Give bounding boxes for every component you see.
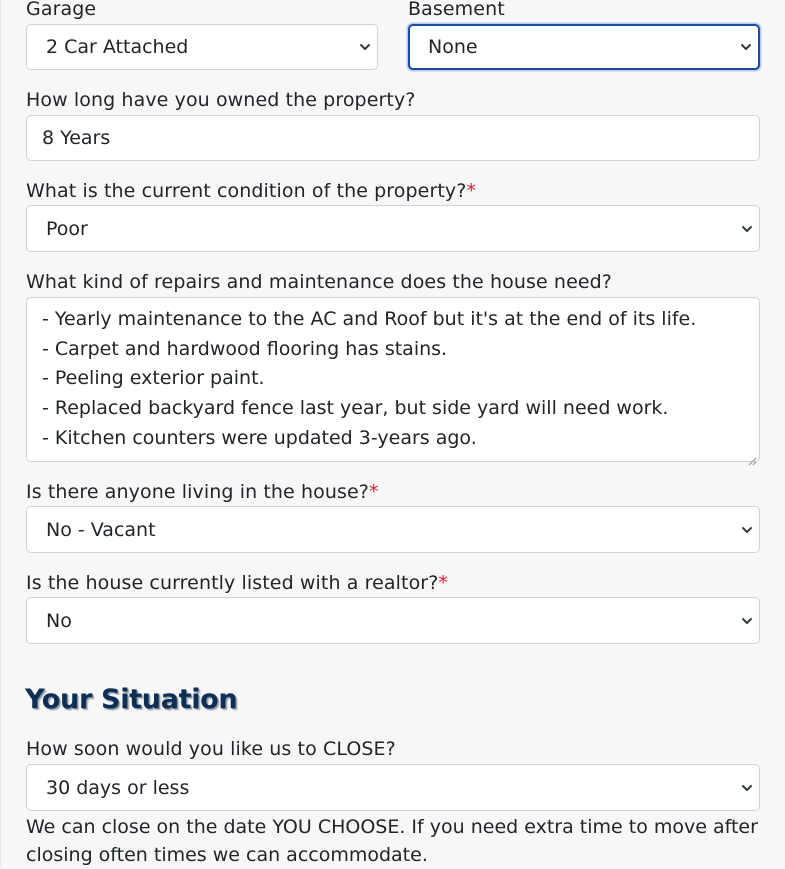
garage-select-value: 2 Car Attached bbox=[46, 36, 189, 58]
repairs-line: - Peeling exterior paint. bbox=[42, 367, 265, 389]
occupancy-select-value: No - Vacant bbox=[46, 518, 156, 541]
chevron-down-icon bbox=[741, 615, 753, 627]
basement-select-value: None bbox=[428, 36, 478, 58]
repairs-line: - Carpet and hardwood flooring has stains. bbox=[42, 338, 448, 360]
repairs-label: What kind of repairs and maintenance does the house need? bbox=[26, 271, 612, 293]
condition-select-value: Poor bbox=[46, 217, 88, 240]
condition-label bbox=[26, 179, 476, 203]
chevron-down-icon bbox=[741, 782, 753, 794]
chevron-down-icon bbox=[359, 41, 371, 53]
garage-select[interactable] bbox=[26, 24, 378, 70]
basement-label: Basement bbox=[408, 0, 505, 20]
garage-label: Garage bbox=[26, 0, 97, 20]
listed-label-text: Is the house currently listed with a realtor? bbox=[26, 572, 439, 594]
close-timing-select-value: 30 days or less bbox=[46, 776, 190, 799]
page-left-border bbox=[0, 0, 1, 866]
listed-select[interactable] bbox=[26, 597, 760, 644]
occupancy-label bbox=[26, 480, 379, 504]
repairs-line: - Yearly maintenance to the AC and Roof but it's at the end of its life. bbox=[42, 308, 697, 330]
listed-select-value: No bbox=[46, 609, 72, 632]
repairs-line: - Replaced backyard fence last year, but side yard will need work. bbox=[42, 397, 669, 419]
listed-label bbox=[26, 571, 448, 595]
basement-select[interactable] bbox=[408, 24, 760, 70]
close-note: We can close on the date YOU CHOOSE. If you need extra time to move after closing often times we can accommodate. bbox=[26, 816, 758, 866]
occupancy-select[interactable] bbox=[26, 506, 760, 553]
owned-input-value: 8 Years bbox=[42, 127, 111, 149]
owned-input[interactable] bbox=[26, 115, 760, 161]
repairs-line: - Kitchen counters were updated 3-years ago. bbox=[42, 427, 477, 449]
close-timing-select[interactable] bbox=[26, 764, 760, 811]
section-heading: Your Situation bbox=[25, 684, 238, 715]
repairs-textarea[interactable] bbox=[26, 297, 760, 462]
occupancy-label-text: Is there anyone living in the house? bbox=[26, 481, 369, 503]
owned-label: How long have you owned the property? bbox=[26, 89, 416, 111]
condition-select[interactable] bbox=[26, 205, 760, 252]
chevron-down-icon bbox=[741, 223, 753, 235]
chevron-down-icon bbox=[741, 524, 753, 536]
required-asterisk: * bbox=[466, 180, 477, 202]
required-asterisk: * bbox=[438, 572, 449, 594]
condition-label-text: What is the current condition of the property? bbox=[26, 180, 467, 202]
chevron-down-icon bbox=[740, 41, 752, 53]
required-asterisk: * bbox=[368, 481, 379, 503]
resize-grip-icon[interactable] bbox=[747, 449, 757, 459]
close-timing-label: How soon would you like us to CLOSE? bbox=[26, 738, 396, 760]
